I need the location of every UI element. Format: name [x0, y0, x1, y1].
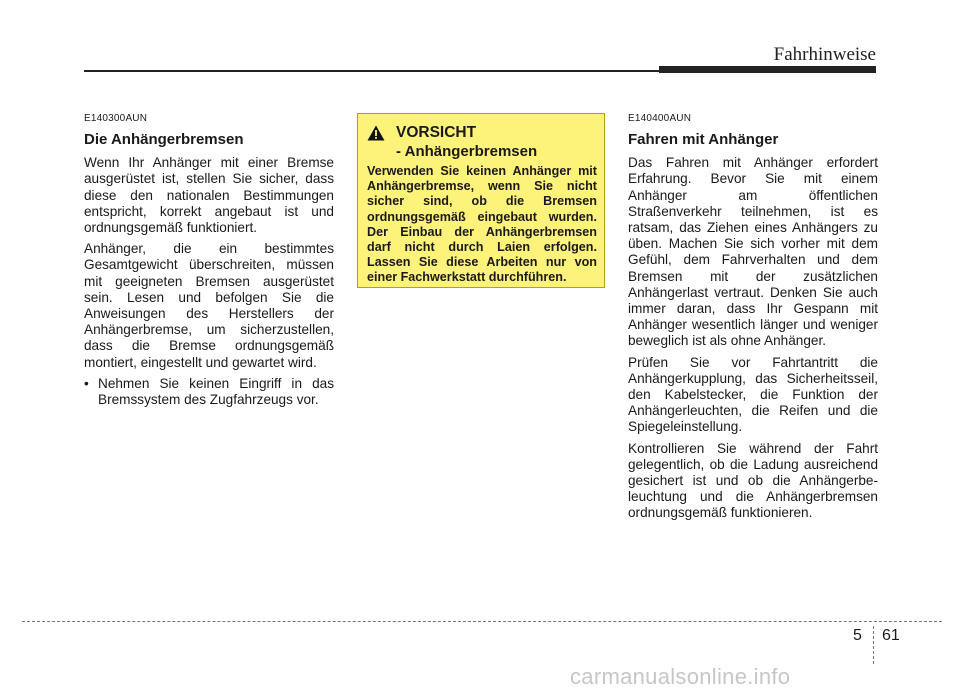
- warning-title: VORSICHT: [396, 124, 477, 141]
- page-number: 61: [882, 627, 900, 644]
- section-heading: Die Anhängerbremsen: [84, 131, 244, 149]
- bullet-dot: •: [84, 375, 89, 391]
- paragraph: Das Fahren mit Anhänger erfordert Erfahrung. Bevor Sie mit einem Anhänger am öffentlichen Straßenverkehr teilnehmen, ist es ratsam, das Ziehen eines Anhängers zu üben. Machen Sie sich vorher mit dem Gefühl, dem Fahrverhalten und dem Bremsen mit der zusätzlichen Anhängerlast vertraut. Denken Sie auch immer daran, dass Ihr Gespann mit Anhänger wesentlich länger und weniger beweglich ist als ohne Anhänger.: [628, 155, 878, 349]
- paragraph: Wenn Ihr Anhänger mit einer Bremse ausgerüstet ist, stellen Sie sicher, dass diese den nationalen Bestimmungen entspricht, korrekt angebaut ist und ordnungsgemäß funktioniert.: [84, 155, 334, 236]
- right-column: [628, 111, 878, 527]
- watermark: carmanualsonline.info: [570, 664, 791, 689]
- footer-rule: [22, 621, 942, 622]
- warning-box: [357, 113, 605, 288]
- left-column: [84, 111, 334, 408]
- section-code: E140300AUN: [84, 113, 148, 124]
- bullet-item: [84, 376, 334, 408]
- section-title: Fahrhinweise: [773, 44, 876, 65]
- section-code: E140400AUN: [628, 113, 692, 124]
- footer-divider: [873, 626, 874, 664]
- header-rule-bold: [659, 66, 876, 73]
- paragraph: Anhänger, die ein bestimmtes Gesamtgewicht überschreiten, müssen mit geeigneten Bremsen ausgerüstet sein. Lesen und befolgen Sie die Anweisungen des Herstellers der Anhängerbremse, um sicherzustellen, dass die Bremse ordnungsgemäß montiert, eingestellt und gewartet wird.: [84, 241, 334, 370]
- warning-triangle-icon: [367, 125, 385, 141]
- paragraph: Kontrollieren Sie während der Fahrt gelegentlich, ob die Ladung ausreichend gesichert ist und ob die Anhängerbe-leuchtung und die Anhängerbremsen ordnungsgemäß funktionieren.: [628, 440, 878, 521]
- bullet-text: Nehmen Sie keinen Eingriff in das Bremssystem des Zugfahrzeugs vor.: [98, 375, 334, 408]
- section-heading: Fahren mit Anhänger: [628, 131, 779, 149]
- paragraph: Prüfen Sie vor Fahrtantritt die Anhängerkupplung, das Sicherheitsseil, den Kabelstecker, die Funktion der Anhängerleuchten, die Reifen und die Spiegeleinstellung.: [628, 354, 878, 435]
- warning-text: Verwenden Sie keinen Anhänger mit Anhängerbremse, wenn Sie nicht sicher sind, ob die Bremsen ordnungsgemäß eingebaut wurden. Der Einbau der Anhängerbremsen darf nicht durch Laien erfolgen. Lassen Sie diese Arbeiten nur von einer Fachwerkstatt durchführen.: [367, 164, 597, 285]
- header-rule: [84, 70, 684, 72]
- warning-subtitle: - Anhängerbremsen: [396, 143, 538, 160]
- chapter-number: 5: [853, 627, 862, 644]
- warning-header: [366, 122, 598, 162]
